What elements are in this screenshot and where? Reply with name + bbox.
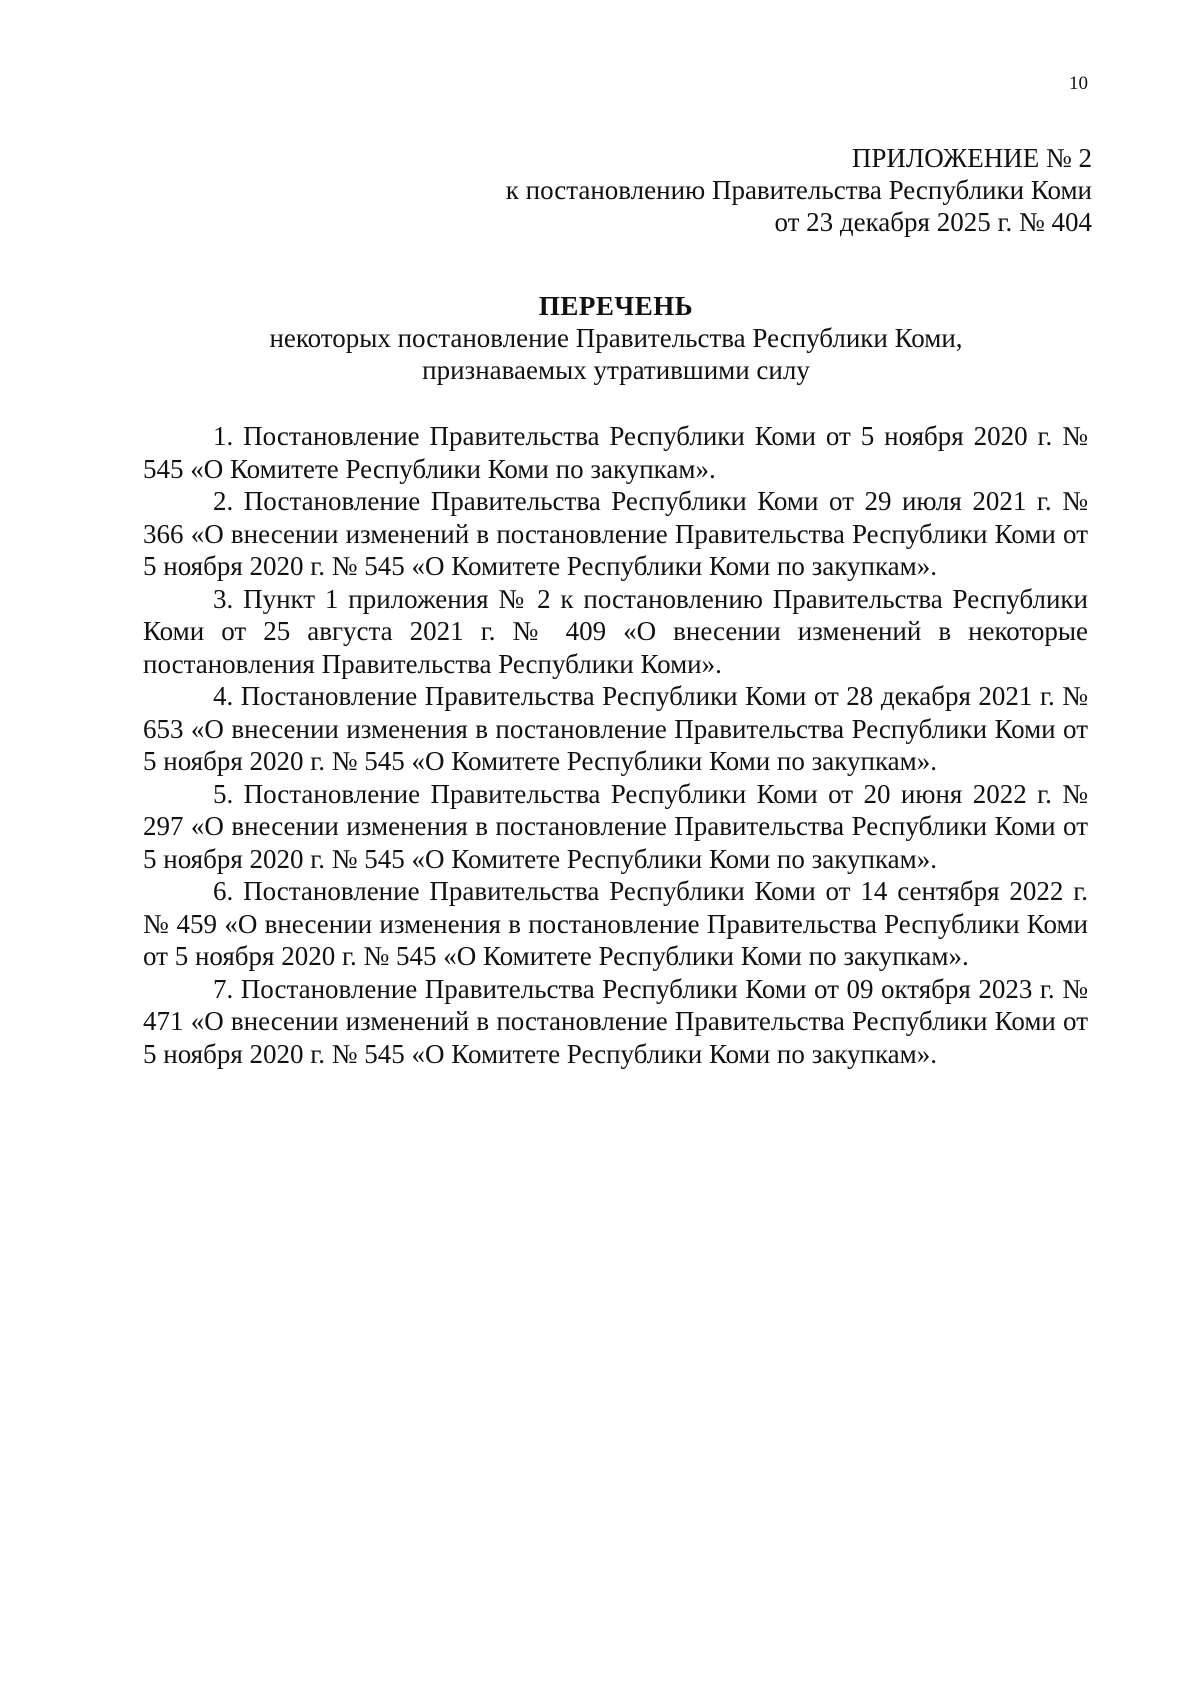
list-item: 3. Пункт 1 приложения № 2 к постановлению Правительства Республики Коми от 25 августа 2021 г. № 409 «О внесении изменений в некоторые постановления Правительства Республики Коми». xyxy=(143,583,1088,679)
appendix-reference: к постановлению Правительства Республики Коми xyxy=(505,175,1092,205)
list-item: 5. Постановление Правительства Республики Коми от 20 июня 2022 г. № 297 «О внесении изменения в постановление Правительства Республики Коми от 5 ноября 2020 г. № 545 «О Комитете Республики Коми по закупкам». xyxy=(143,778,1088,874)
list-item: 2. Постановление Правительства Республики Коми от 29 июля 2021 г. № 366 «О внесении изменений в постановление Правительства Республики Коми от 5 ноября 2020 г. № 545 «О Комитете Республики Коми по закупкам». xyxy=(143,486,1088,581)
document-subtitle-line-1: некоторых постановление Правительства Республики Коми, xyxy=(269,323,963,353)
list-of-resolutions xyxy=(143,420,1088,1070)
appendix-number: ПРИЛОЖЕНИЕ № 2 xyxy=(851,143,1092,173)
document-subtitle-line-2: признаваемых утратившими силу xyxy=(422,355,810,385)
appendix-date: от 23 декабря 2025 г. № 404 xyxy=(774,207,1092,237)
list-item: 6. Постановление Правительства Республики Коми от 14 сентября 2022 г. № 459 «О внесении изменения в постановление Правительства Республики Коми от 5 ноября 2020 г. № 545 «О Комитете Республики Коми по закупкам». xyxy=(143,876,1088,971)
list-item: 1. Постановление Правительства Республики Коми от 5 ноября 2020 г. № 545 «О Комитете Республики Коми по закупкам». xyxy=(143,421,1088,484)
appendix-header xyxy=(392,142,1092,238)
document-title: ПЕРЕЧЕНЬ xyxy=(538,291,694,321)
list-item: 4. Постановление Правительства Республики Коми от 28 декабря 2021 г. № 653 «О внесении изменения в постановление Правительства Республики Коми от 5 ноября 2020 г. № 545 «О Комитете Республики Коми по закупкам». xyxy=(143,681,1088,776)
page-number: 10 xyxy=(1069,73,1088,94)
document-heading xyxy=(140,290,1092,386)
list-item: 7. Постановление Правительства Республики Коми от 09 октября 2023 г. № 471 «О внесении изменений в постановление Правительства Республики Коми от 5 ноября 2020 г. № 545 «О Комитете Республики Коми по закупкам». xyxy=(143,973,1088,1069)
